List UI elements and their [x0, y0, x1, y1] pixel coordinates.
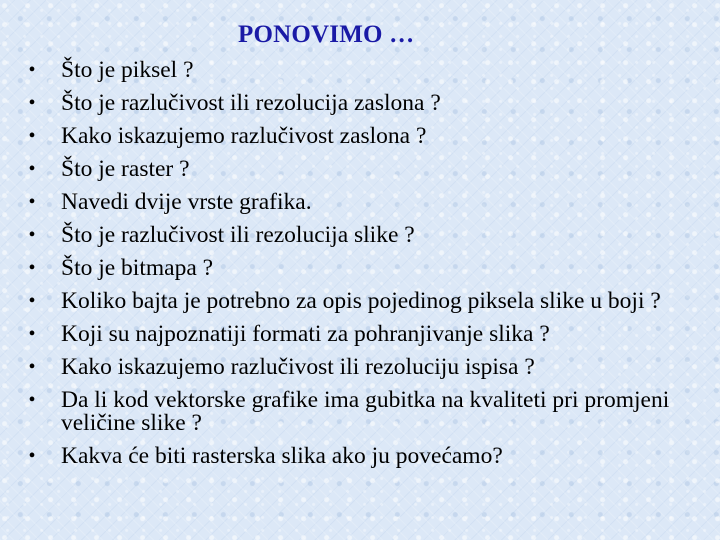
bullet-icon: •: [28, 256, 36, 279]
bullet-icon: •: [28, 289, 36, 312]
question-text: Što je bitmapa ?: [61, 254, 214, 281]
list-item: [25, 442, 695, 469]
question-text: Što je razlučivost ili rezolucija slike ?: [61, 221, 415, 248]
list-item: [25, 89, 695, 116]
question-text: Što je razlučivost ili rezolucija zaslona ?: [61, 89, 441, 116]
bullet-icon: •: [28, 444, 36, 467]
list-item: [25, 59, 695, 82]
list-item: [25, 155, 695, 182]
list-item: [25, 254, 695, 281]
question-text: Navedi dvije vrste grafika.: [61, 188, 312, 215]
bullet-icon: •: [28, 388, 36, 411]
list-item: [25, 320, 695, 347]
question-text: Kako iskazujemo razlučivost zaslona ?: [61, 122, 427, 149]
bullet-icon: •: [28, 190, 36, 213]
list-item: [25, 353, 695, 380]
bullet-icon: •: [28, 157, 36, 180]
question-text: Što je raster ?: [61, 155, 190, 182]
question-text: Kako iskazujemo razlučivost ili rezoluciju ispisa ?: [61, 353, 535, 380]
bullet-icon: •: [28, 59, 36, 81]
question-list: [25, 59, 695, 478]
list-item: [25, 221, 695, 248]
question-text: Što je piksel ?: [61, 57, 194, 83]
bullet-icon: •: [28, 322, 36, 345]
question-text: Kakva će biti rasterska slika ako ju povećamo?: [61, 442, 503, 469]
list-item: [25, 188, 695, 215]
list-item: [25, 122, 695, 149]
question-text: Koliko bajta je potrebno za opis pojedinog piksela slike u boji ?: [61, 287, 661, 314]
list-item: [25, 287, 695, 314]
question-text: Koji su najpoznatiji formati za pohranjivanje slika ?: [61, 320, 550, 347]
slide-title: PONOVIMO …: [238, 21, 415, 48]
bullet-icon: •: [28, 223, 36, 246]
bullet-icon: •: [28, 91, 36, 114]
bullet-icon: •: [28, 124, 36, 147]
list-item: [25, 386, 695, 436]
question-text: Da li kod vektorske grafike ima gubitka na kvaliteti pri promjeni veličine slike ?: [61, 386, 670, 436]
bullet-icon: •: [28, 355, 36, 378]
